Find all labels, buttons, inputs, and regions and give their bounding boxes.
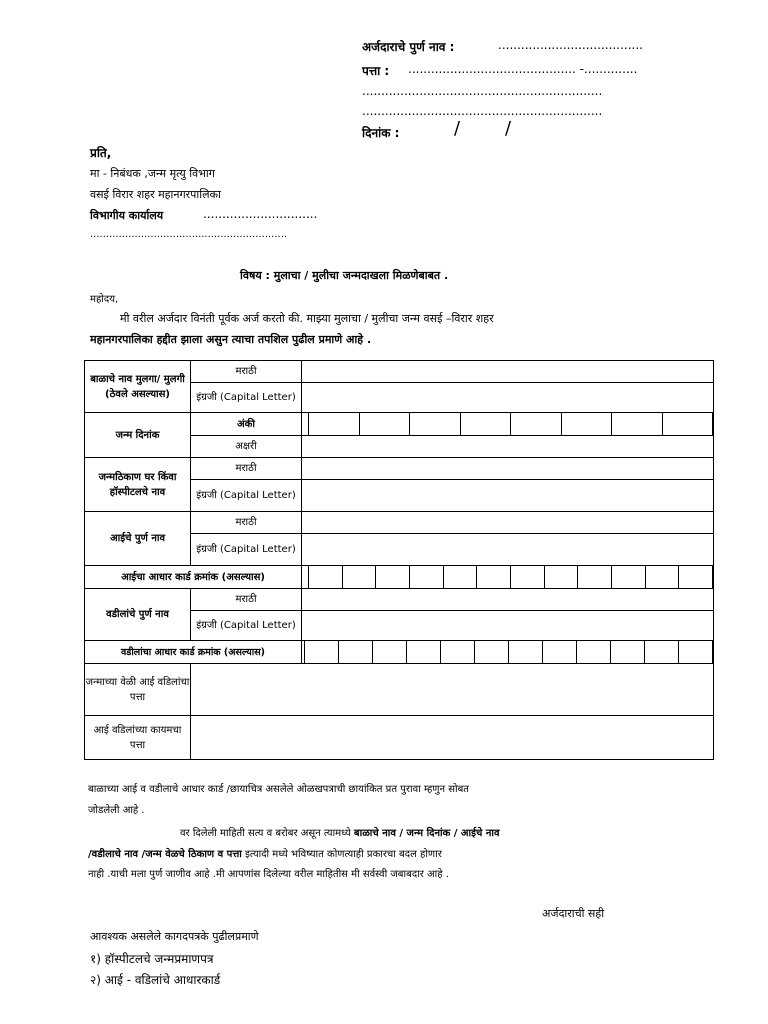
birthplace-marathi-input[interactable] — [302, 458, 714, 480]
recipient-line3-label: विभागीय कार्यालय — [90, 209, 164, 222]
date-slash-1: / — [454, 118, 461, 139]
para2-line1-bold: बाळाचे नाव / जन्म दिनांक / आईचे नाव — [353, 828, 500, 839]
father-name-english-input[interactable] — [302, 611, 714, 641]
documents-heading: आवश्यक असलेले कागदपत्रके पुढीलप्रमाणे — [90, 930, 259, 943]
applicant-address-line3[interactable]: ............................................................... — [362, 104, 603, 118]
para2-line2-bold: /वडीलाचे नाव /जन्म वेळचे ठिकाण व पत्ता — [88, 849, 242, 860]
date-label: दिनांक : — [362, 126, 400, 140]
child-name-english-input[interactable] — [302, 383, 714, 413]
dob-digits-boxes[interactable] — [302, 413, 714, 436]
birthplace-label: जन्मठिकाण घर किंवा हॉस्पीटलचे नाव — [85, 458, 191, 512]
intro-line-1: मी वरील अर्जदार विनंती पूर्वक अर्ज करतो की. माझ्या मुलाचा / मुलीचा जन्म वसई –विरार शहर — [120, 312, 494, 325]
father-name-english-label: इंग्रजी (Capital Letter) — [191, 611, 302, 641]
birth-details-table — [84, 360, 714, 760]
document-item-2: २) आई - वडिलांचे आधारकार्ड — [90, 973, 221, 987]
mother-name-marathi-label: मराठी — [191, 512, 302, 534]
dob-words-label: अक्षरी — [191, 436, 302, 458]
para1-line1: बाळाच्या आई व वडीलाचे आधार कार्ड /छायाचित्र असलेले ओळखपत्राची छायांकित प्रत पुरावा म्हणुन सोबत — [88, 784, 469, 795]
applicant-address-label: पत्ता : — [362, 64, 390, 78]
permanent-address-label: आई वडिलांच्या कायमचा पत्ता — [85, 716, 191, 760]
recipient-line1: मा - निबंधक ,जन्म मृत्यु विभाग — [90, 167, 215, 180]
para1-line2: जोडलेली आहे . — [88, 805, 145, 816]
recipient-prati: प्रति, — [90, 146, 112, 160]
recipient-line3-field[interactable]: .............................. — [203, 207, 318, 221]
mother-name-marathi-input[interactable] — [302, 512, 714, 534]
para2-line1-text: वर दिलेली माहिती सत्य व बरोबर असून त्यामध्ये — [180, 828, 354, 839]
father-aadhar-label: वडीलांचा आधार कार्ड क्रमांक (असल्यास) — [85, 641, 302, 664]
para2-line3: नाही .याची मला पुर्ण जाणीव आहे .मी आपणांस दिलेल्या वरील माहितीस मी सर्वस्वी जबाबदार आहे . — [88, 869, 449, 880]
date-slash-2: / — [505, 118, 512, 139]
dob-digits-label: अंकी — [191, 413, 302, 436]
applicant-address-field[interactable]: ............................................ -.............. — [408, 62, 638, 76]
applicant-name-label: अर्जदाराचे पुर्ण नाव : — [362, 40, 455, 54]
father-name-label: वडीलांचे पुर्ण नाव — [85, 589, 191, 641]
child-name-english-label: इंग्रजी (Capital Letter) — [191, 383, 302, 413]
intro-line-2: महानगरपालिका हद्दीत झाला असुन त्याचा तपशिल पुढील प्रमाणे आहे . — [90, 333, 372, 346]
mother-name-label: आईचे पुर्ण नाव — [85, 512, 191, 566]
mother-aadhar-boxes[interactable] — [302, 566, 714, 589]
address-at-birth-label: जन्माच्या वेळी आई वडिलांचा पत्ता — [85, 664, 191, 716]
child-name-label: बाळाचे नाव मुलगा/ मुलगी (ठेवले असल्यास) — [85, 361, 191, 413]
father-name-marathi-label: मराठी — [191, 589, 302, 611]
salutation: महोदय, — [90, 294, 119, 305]
permanent-address-input[interactable] — [191, 716, 714, 760]
para2-line1 — [180, 825, 500, 839]
child-name-marathi-input[interactable] — [302, 361, 714, 383]
applicant-address-line2[interactable]: ............................................................... — [362, 84, 603, 98]
signature-label: अर्जदाराची सही — [542, 907, 605, 920]
recipient-line2: वसई विरार शहर महानगरपालिका — [90, 188, 221, 201]
mother-name-english-input[interactable] — [302, 534, 714, 566]
birthplace-english-label: इंग्रजी (Capital Letter) — [191, 480, 302, 512]
father-name-marathi-input[interactable] — [302, 589, 714, 611]
para2-line2 — [88, 846, 442, 860]
mother-aadhar-label: आईचा आधार कार्ड क्रमांक (असल्यास) — [85, 566, 302, 589]
applicant-name-field[interactable]: ...................................... — [498, 38, 643, 52]
dob-words-input[interactable] — [302, 436, 714, 458]
mother-name-english-label: इंग्रजी (Capital Letter) — [191, 534, 302, 566]
address-at-birth-input[interactable] — [191, 664, 714, 716]
subject-line: विषय : मुलाचा / मुलीचा जन्मदाखला मिळणेबाबत . — [240, 269, 449, 282]
dob-label: जन्म दिनांक — [85, 413, 191, 458]
birthplace-marathi-label: मराठी — [191, 458, 302, 480]
para2-line2-text: इत्यादी मध्ये भविष्यात कोणत्याही प्रकारचा बदल होणार — [241, 849, 442, 860]
document-item-1: १) हॉस्पीटलचे जन्मप्रमाणपत्र — [90, 952, 214, 966]
child-name-marathi-label: मराठी — [191, 361, 302, 383]
birthplace-english-input[interactable] — [302, 480, 714, 512]
father-aadhar-boxes[interactable] — [302, 641, 714, 664]
recipient-line4-field[interactable]: .............................................................. — [90, 229, 288, 240]
